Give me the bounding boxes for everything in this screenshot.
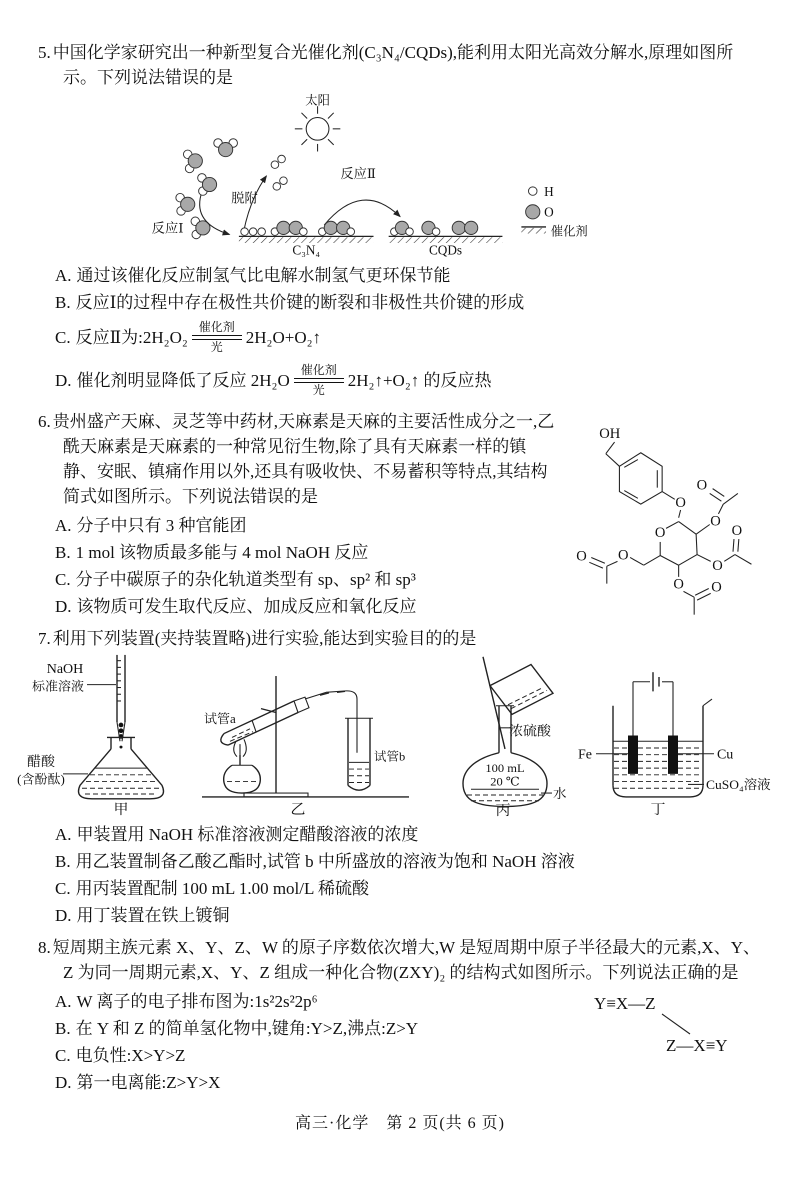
apparatus-ding-label: 丁 [650, 802, 666, 818]
oh-label: OH [599, 426, 621, 443]
tube-b-label: 试管b [374, 749, 406, 764]
acetoxymethyl-group-left [576, 547, 660, 583]
burette [117, 655, 125, 749]
phenolphthalein-label: (含酚酞) [17, 772, 65, 787]
option-a [55, 262, 762, 289]
reaction-conditions [192, 321, 242, 354]
option-c [55, 316, 762, 359]
equation-right: 2H₂↑+O₂↑ 的反应热 [347, 370, 492, 390]
question-7-options [55, 821, 762, 929]
zxy2-structure [594, 993, 774, 1055]
ester-o-label: O [618, 547, 629, 564]
equation-left: 催化剂明显降低了反应 2H₂O [76, 370, 290, 390]
alcohol-lamp-icon [224, 739, 261, 793]
reaction1-label: 反应Ⅰ [151, 220, 184, 236]
apparatus-ding-electroplating [568, 653, 800, 818]
question-5-stem [38, 40, 762, 90]
question-number: 7. [38, 629, 51, 648]
option-label: C. [55, 327, 71, 347]
water-label: 水 [553, 786, 567, 801]
question-number: 6. [38, 412, 51, 431]
burette-reagent-label [32, 661, 116, 693]
wires-and-battery [633, 672, 673, 735]
desorbed-hydrogen-molecules [271, 155, 287, 190]
surface-cqds-label: CQDs [428, 242, 463, 258]
ester-o-label: O [710, 513, 721, 530]
volume-label: 100 mL [485, 761, 525, 775]
standard-solution-label: 标准溶液 [32, 679, 84, 694]
option-text: 在 Y 和 Z 的简单氢化物中,键角:Y>Z,沸点:Z>Y [75, 1019, 419, 1038]
carbonyl-o-label: O [696, 477, 708, 494]
apparatus-yi-label: 乙 [290, 802, 306, 818]
sun-icon [295, 93, 341, 151]
question-8 [38, 935, 762, 1096]
question-text: 贵州盛产天麻、灵芝等中药材,天麻素是天麻的主要活性成分之一,乙酰天麻素是天麻素的一种常见衍生物,除了具有天麻素一样的镇静、安眠、镇痛作用以外,还具有吸收快、不易蓄积等特点,其结构简式如图所示。下列说法错误的是 [52, 412, 555, 506]
question-6-stem [38, 409, 556, 509]
option-c [55, 875, 762, 902]
apparatus-bing-volumetric-flask [413, 653, 568, 818]
acetyl-gastrodin-structure [567, 413, 800, 636]
equation-left: 反应Ⅱ为:2H₂O₂ [75, 327, 188, 347]
option-c [55, 566, 556, 593]
option-d [55, 1069, 762, 1096]
fe-label: Fe [578, 746, 593, 762]
option-label: D. [55, 906, 72, 925]
option-text: 1 mol 该物质最多能与 4 mol NaOH 反应 [75, 543, 369, 562]
option-label: B. [55, 543, 71, 562]
option-b [55, 539, 556, 566]
apparatus-bing-label: 丙 [495, 803, 511, 818]
option-b [55, 289, 762, 316]
carbonyl-o-label: O [731, 523, 743, 540]
ester-o-label: O [712, 558, 723, 575]
option-a [55, 821, 762, 848]
option-d [55, 902, 762, 929]
question-number: 5. [38, 43, 51, 62]
equation-right: 2H₂O+O₂↑ [245, 327, 322, 347]
naoh-label: NaOH [46, 661, 84, 677]
question-number: 8. [38, 938, 51, 957]
option-label: A. [55, 266, 72, 285]
stand [244, 676, 308, 797]
surface-c3n4 [239, 221, 374, 257]
flask-content-label [17, 753, 88, 786]
photocatalysis-diagram [146, 93, 601, 259]
apparatus-jia-titration [8, 653, 198, 818]
ester-o-label: O [673, 576, 684, 593]
option-label: B. [55, 852, 71, 871]
question-text: 短周期主族元素 X、Y、Z、W 的原子序数依次增大,W 是短周期中原子半径最大的元素,X、Y、Z 为同一周期元素,X、Y、Z 组成一种化合物(ZXY)₂ 的结构式如图所示。下列说法正确的是 [52, 938, 760, 982]
surface-c3n4-label: C₃N₄ [292, 242, 321, 258]
pyranose-ring [655, 522, 697, 566]
acetic-acid-label: 醋酸 [27, 754, 55, 770]
option-label: D. [55, 597, 72, 616]
condition-catalyst: 催化剂 [198, 320, 235, 334]
option-text: 用丙装置配制 100 mL 1.00 mol/L 稀硫酸 [75, 879, 369, 898]
question-6-main [38, 409, 556, 620]
test-tube-b [345, 718, 373, 790]
legend-o-label: O [544, 204, 554, 220]
question-text: 利用下列装置(夹持装置略)进行实验,能达到实验目的的是 [52, 629, 477, 648]
carbonyl-o-label: O [576, 548, 587, 565]
question-6-options [55, 512, 556, 620]
ring-o-label: O [654, 525, 666, 542]
option-text: 第一电离能:Z>Y>X [76, 1073, 221, 1092]
option-label: C. [55, 1046, 71, 1065]
condition-light: 光 [312, 383, 325, 397]
option-a [55, 512, 556, 539]
option-text: 甲装置用 NaOH 标准溶液测定醋酸溶液的浓度 [76, 825, 419, 844]
question-text: 中国化学家研究出一种新型复合光催化剂(C₃N₄/CQDs),能利用太阳光高效分解水,原理如图所示。下列说法错误的是 [52, 43, 734, 87]
apparatus-yi-heating [198, 653, 413, 818]
o-label: O [675, 495, 686, 512]
hydroxymethyl-group [599, 426, 621, 466]
surface-cqds [389, 221, 503, 257]
carbonyl-o-label: O [711, 579, 722, 596]
option-b [55, 848, 762, 875]
structure-line2: Z—X≡Y [666, 1036, 728, 1055]
option-text: W 离子的电子排布图为:1s²2s²2p⁶ [76, 992, 318, 1011]
option-d [55, 593, 556, 620]
desorption-label: 脱附 [231, 190, 258, 206]
footer-text: 高三·化学 第 2 页(共 6 页) [295, 1115, 505, 1132]
water-molecules [176, 139, 238, 239]
legend-h-label: H [544, 183, 554, 199]
apparatus-jia-label: 甲 [113, 802, 129, 818]
condition-light: 光 [210, 340, 223, 354]
option-label: B. [55, 293, 71, 312]
diagram-legend [521, 184, 587, 239]
question-7 [17, 626, 771, 929]
option-text: 反应Ⅰ的过程中存在极性共价键的断裂和非极性共价键的形成 [75, 293, 525, 312]
structure-line1: Y≡X—Z [594, 994, 656, 1013]
option-label: B. [55, 1019, 71, 1038]
condition-catalyst: 催化剂 [300, 363, 337, 377]
volumetric-flask [463, 706, 547, 807]
option-label: D. [55, 370, 72, 390]
option-label: A. [55, 516, 72, 535]
option-label: A. [55, 992, 72, 1011]
question-5 [38, 40, 762, 402]
apparatus-row [8, 653, 800, 818]
option-label: C. [55, 570, 71, 589]
option-text: 用乙装置制备乙酸乙酯时,试管 b 中所盛放的溶液为饱和 NaOH 溶液 [75, 852, 575, 871]
benzene-ring [619, 453, 662, 504]
delivery-tube [305, 691, 357, 753]
question-5-options [55, 262, 762, 402]
glycosidic-oxygen [662, 492, 686, 518]
option-d [55, 359, 762, 402]
option-text: 通过该催化反应制氢气比电解水制氢气更环保节能 [76, 266, 451, 285]
option-label: C. [55, 879, 71, 898]
conc-sulfuric-acid-label: 浓硫酸 [509, 723, 551, 739]
question-6 [38, 409, 762, 620]
reaction2-arrow [324, 166, 400, 225]
option-text: 用丁装置在铁上镀铜 [76, 906, 230, 925]
option-label: D. [55, 1073, 72, 1092]
water-label-group [541, 785, 566, 801]
option-text: 分子中碳原子的杂化轨道类型有 sp、sp² 和 sp³ [75, 570, 416, 589]
reaction-conditions [294, 364, 344, 397]
desorption-arrow [231, 176, 266, 232]
tube-a-label: 试管a [204, 712, 236, 726]
page-footer [38, 1110, 762, 1133]
option-text: 电负性:X>Y>Z [75, 1046, 186, 1065]
option-text: 该物质可发生取代反应、加成反应和氧化反应 [76, 597, 417, 616]
sun-label: 太阳 [305, 93, 330, 108]
option-text: 分子中只有 3 种官能团 [76, 516, 247, 535]
question-8-stem [38, 935, 762, 985]
diagonal-bond [662, 1014, 690, 1034]
reaction2-label: 反应Ⅱ [340, 165, 376, 181]
acetate-group-right [697, 523, 751, 574]
cu-label: Cu [717, 746, 734, 762]
option-label: A. [55, 825, 72, 844]
temperature-label: 20 ℃ [490, 774, 520, 789]
legend-catalyst-label: 催化剂 [550, 224, 588, 239]
beaker [613, 699, 712, 797]
cuso4-solution-label: CuSO₄溶液 [706, 777, 771, 793]
glass-rod [483, 657, 505, 749]
